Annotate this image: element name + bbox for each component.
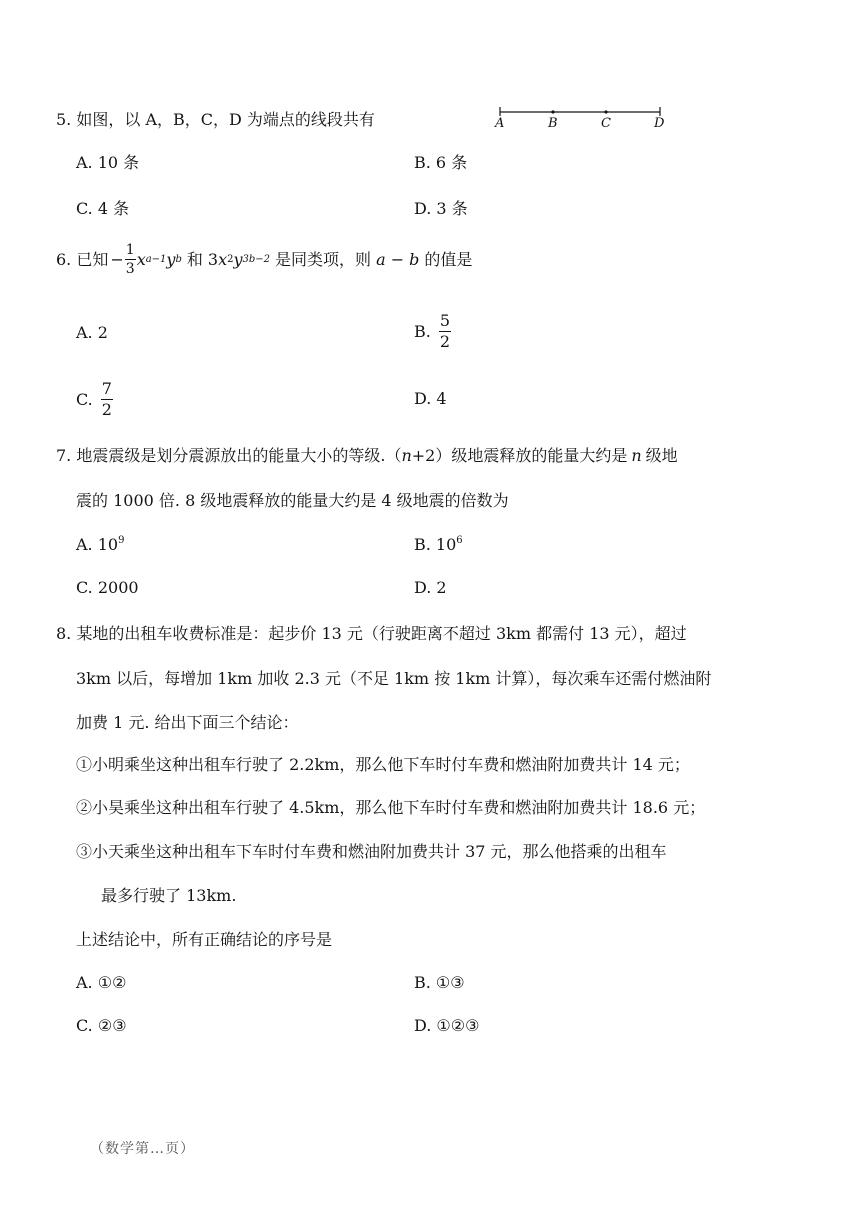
q6-option-b-numerator: 5 (439, 311, 451, 330)
q5-option-d: D. 3 条 (414, 199, 468, 218)
q6-option-a: A. 2 (76, 323, 108, 342)
q6-coef-denominator: 3 (125, 261, 135, 277)
segment-line (494, 104, 666, 118)
q8-line-2: 3km 以后，每增加 1km 加收 2.3 元（不足 1km 按 1km 计算），每次乘车还需付燃油附 (76, 669, 712, 688)
point-d-label: D (654, 116, 665, 131)
q7-option-c: C. 2000 (76, 578, 139, 597)
q6-option-c-denominator: 2 (101, 400, 112, 419)
q7-var-n: n (401, 446, 412, 465)
q8-conclusion-3b: 最多行驶了 13km. (101, 886, 237, 905)
page-footer: （数学第…页） (90, 1141, 195, 1157)
q8-conclusion-3a: ③小天乘坐这种出租车下车时付车费和燃油附加费共计 37 元，那么他搭乘的出租车 (76, 842, 667, 861)
q7-option-a-base: A. 10 (76, 535, 119, 554)
q6-and: 和 (186, 249, 203, 269)
q5-option-c: C. 4 条 (76, 199, 130, 218)
q6-option-c-numerator: 7 (101, 379, 112, 398)
q5-option-a: A. 10 条 (76, 153, 140, 172)
q5-stem: 5. 如图，以 A，B，C，D 为端点的线段共有 (56, 110, 375, 129)
q6-option-d: D. 4 (414, 389, 447, 408)
q6-tail: 的值是 (424, 249, 473, 269)
q8-line-1: 8. 某地的出租车收费标准是：起步价 13 元（行驶距离不超过 3km 都需付 13 元），超过 (56, 624, 687, 643)
q8-option-b: B. ①③ (414, 973, 465, 992)
q7-option-b-exp: 6 (456, 535, 463, 546)
q6-option-b-fraction (439, 313, 451, 350)
q6-option-c-label: C. (76, 389, 93, 409)
q8-line-3: 加费 1 元. 给出下面三个结论： (76, 713, 299, 732)
q6-term2-coef: 3 (207, 249, 219, 269)
q6-expr: a − b (376, 249, 420, 269)
q7-line-1-b: +2）级地震释放的能量大约是 (411, 446, 628, 465)
q8-conclusion-2: ②小昊乘坐这种出租车行驶了 4.5km，那么他下车时付车费和燃油附加费共计 18.6 元； (76, 798, 706, 817)
q7-option-b (414, 537, 463, 553)
q6-term1-x: x (136, 249, 146, 269)
q6-coef-numerator: 1 (125, 242, 135, 258)
q8-option-c: C. ②③ (76, 1016, 127, 1035)
q6-term2-x: x (218, 249, 228, 269)
q6-option-c-fraction (101, 381, 113, 418)
q7-option-d: D. 2 (414, 578, 447, 597)
q6-term2-y: y (233, 249, 243, 269)
q7-line-1 (56, 448, 678, 464)
point-a-label: A (495, 116, 505, 131)
q5-option-b: B. 6 条 (414, 153, 468, 172)
q7-option-b-base: B. 10 (414, 535, 457, 554)
q8-option-d: D. ①②③ (414, 1016, 480, 1035)
q6-term1-y: y (166, 249, 176, 269)
q6-option-b-label: B. (414, 321, 431, 341)
q7-var-n-2: n (631, 446, 642, 465)
q7-option-a-exp: 9 (118, 535, 125, 546)
q7-line-1-c: 级地 (645, 446, 678, 465)
point-c-label: C (601, 116, 611, 131)
q6-mid: 是同类项，则 (275, 249, 372, 269)
q6-coef-fraction (125, 243, 136, 276)
q7-option-a (76, 537, 124, 553)
q6-option-b (414, 313, 452, 350)
q8-question: 上述结论中，所有正确结论的序号是 (76, 930, 333, 949)
q6-minus: − (110, 249, 124, 269)
q6-option-c (76, 381, 114, 418)
segment-figure (494, 104, 666, 132)
q7-line-1-a: 7. 地震震级是划分震源放出的能量大小的等级.（ (56, 446, 402, 465)
q6-number: 6. 已知 (56, 249, 109, 269)
q6-stem: 6. 已知 − $\frac{1}{3}$ x a−1 y b 和 3 x 2 y 3b−2 是同类项，则 a − b 的值是 (56, 242, 473, 277)
q8-option-a: A. ①② (76, 973, 127, 992)
point-b-label: B (548, 116, 558, 131)
q7-line-2: 震的 1000 倍. 8 级地震释放的能量大约是 4 级地震的倍数为 (76, 491, 509, 510)
q8-conclusion-1: ①小明乘坐这种出租车行驶了 2.2km，那么他下车时付车费和燃油附加费共计 14 元； (76, 755, 690, 774)
q6-option-b-denominator: 2 (439, 332, 451, 351)
